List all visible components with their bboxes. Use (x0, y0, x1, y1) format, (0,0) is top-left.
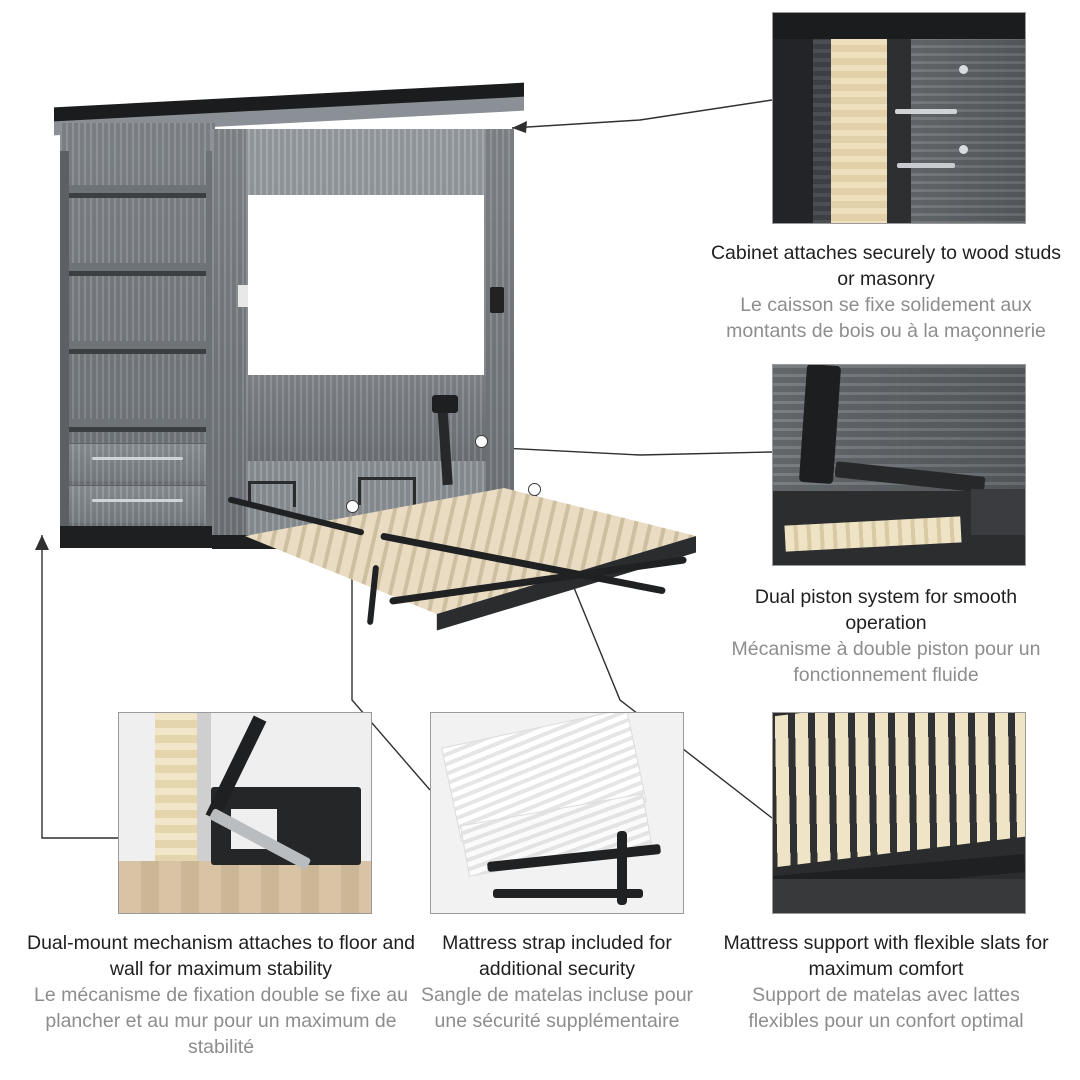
photo-mattress-support-slats (772, 712, 1026, 914)
caption-en: Cabinet attaches securely to wood studs or masonry (710, 242, 1062, 290)
piston-head (432, 395, 458, 413)
cabinet-hinge (238, 285, 248, 307)
caption-fr: Support de matelas avec lattes flexibles pour un confort optimal (748, 984, 1024, 1032)
caption-mattress-strap (412, 930, 702, 1034)
caption-dual-piston (712, 584, 1060, 688)
caption-en: Dual piston system for smooth operation (754, 586, 1018, 634)
photo-cabinet-wood-stud-attachment (772, 12, 1026, 224)
callout-dot-slats[interactable] (528, 483, 541, 496)
photo-dual-piston-system (772, 364, 1026, 566)
bookcase-drawer-upper (66, 443, 209, 481)
cabinet-latch (490, 287, 504, 313)
caption-en: Mattress strap included for additional security (442, 932, 672, 980)
bookcase-drawer-lower (66, 485, 209, 523)
screw-upper (895, 109, 957, 114)
screw-lower (897, 163, 955, 168)
callout-dot-strap[interactable] (346, 500, 359, 513)
callout-dot-piston[interactable] (475, 435, 488, 448)
caption-fr: Sangle de matelas incluse pour une sécurité supplémentaire (420, 984, 694, 1032)
caption-en: Dual-mount mechanism attaches to floor and wall for maximum stability (26, 932, 416, 980)
caption-mattress-support (722, 930, 1050, 1034)
product-illustration (40, 95, 600, 615)
photo-dual-mount-mechanism (118, 712, 372, 914)
bookcase-unit (60, 123, 215, 548)
caption-en: Mattress support with flexible slats for maximum comfort (723, 932, 1049, 980)
bed-platform (216, 485, 696, 635)
caption-fr: Le caisson se fixe solidement aux montants de bois ou à la maçonnerie (726, 294, 1046, 342)
cabinet-inner-opening (248, 195, 486, 385)
caption-dual-mount (20, 930, 422, 1060)
caption-fr: Le mécanisme de fixation double se fixe au plancher et au mur pour un maximum de stabilité (34, 984, 408, 1058)
photo-mattress-strap (430, 712, 684, 914)
caption-fr: Mécanisme à double piston pour un fonctionnement fluide (731, 638, 1041, 686)
caption-cabinet-attachment (700, 240, 1072, 344)
